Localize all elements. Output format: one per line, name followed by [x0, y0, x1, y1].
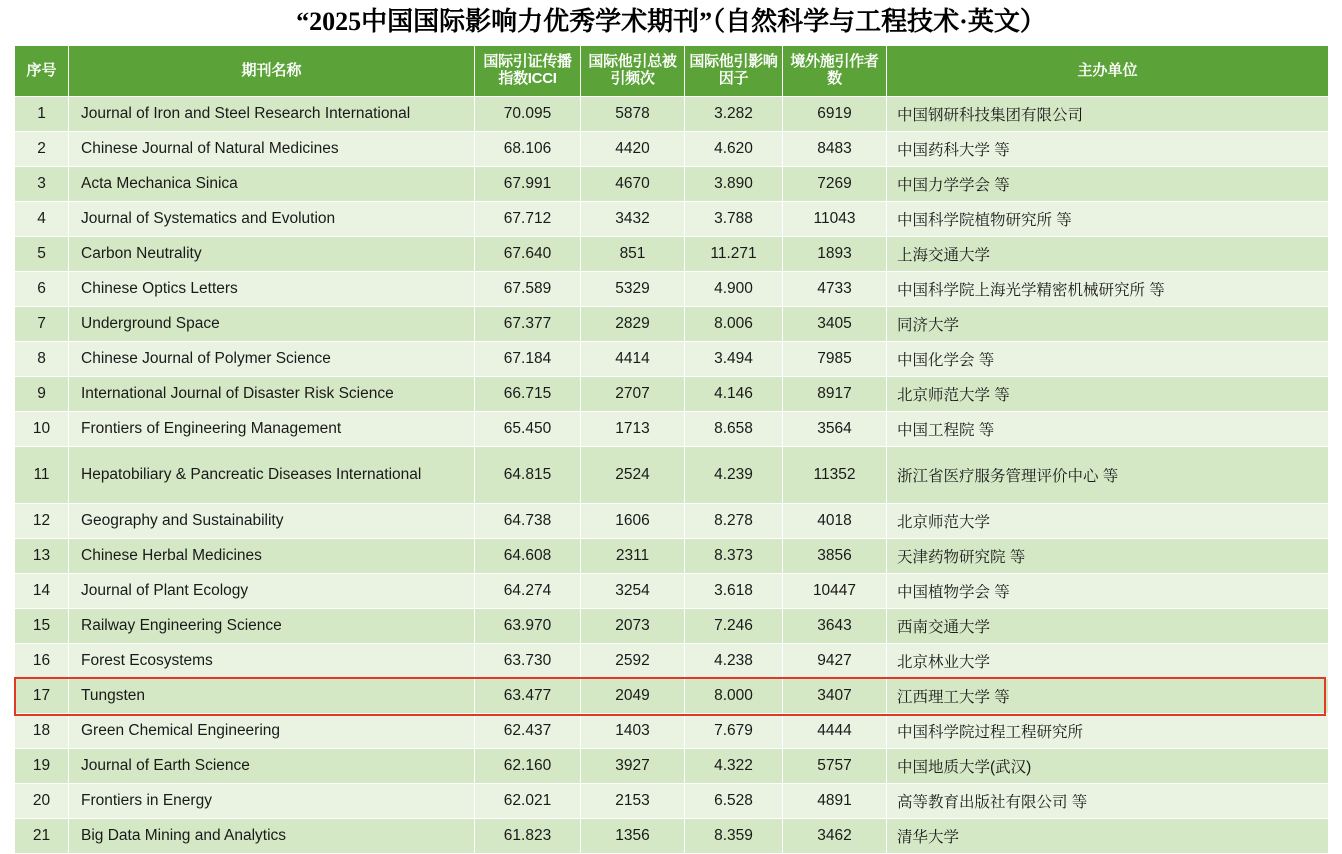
cell-no: 6: [15, 272, 69, 307]
cell-organization: 中国地质大学(武汉): [887, 749, 1329, 784]
cell-citations: 2829: [581, 307, 685, 342]
cell-foreign-authors: 3462: [783, 819, 887, 854]
cell-impact-factor: 4.238: [685, 644, 783, 679]
cell-foreign-authors: 4444: [783, 714, 887, 749]
cell-organization: 中国植物学会 等: [887, 574, 1329, 609]
cell-no: 2: [15, 132, 69, 167]
cell-citations: 2707: [581, 377, 685, 412]
table-row: [15, 784, 1329, 819]
table-row: [15, 504, 1329, 539]
cell-no: 11: [15, 447, 69, 504]
cell-citations: 2049: [581, 679, 685, 714]
column-header-name: 期刊名称: [69, 46, 475, 97]
cell-impact-factor: 8.658: [685, 412, 783, 447]
cell-no: 16: [15, 644, 69, 679]
cell-organization: 高等教育出版社有限公司 等: [887, 784, 1329, 819]
cell-foreign-authors: 3564: [783, 412, 887, 447]
cell-impact-factor: 4.239: [685, 447, 783, 504]
cell-impact-factor: 6.528: [685, 784, 783, 819]
cell-organization: 中国科学院过程工程研究所: [887, 714, 1329, 749]
cell-no: 17: [15, 679, 69, 714]
cell-journal-name: Journal of Plant Ecology: [69, 574, 475, 609]
cell-impact-factor: 3.618: [685, 574, 783, 609]
cell-journal-name: Journal of Earth Science: [69, 749, 475, 784]
cell-citations: 4420: [581, 132, 685, 167]
table-row: [15, 342, 1329, 377]
cell-organization: 浙江省医疗服务管理评价中心 等: [887, 447, 1329, 504]
cell-impact-factor: 3.494: [685, 342, 783, 377]
cell-journal-name: Journal of Systematics and Evolution: [69, 202, 475, 237]
cell-impact-factor: 8.373: [685, 539, 783, 574]
table-row: [15, 272, 1329, 307]
cell-journal-name: Forest Ecosystems: [69, 644, 475, 679]
cell-foreign-authors: 8483: [783, 132, 887, 167]
cell-icci: 67.589: [475, 272, 581, 307]
cell-organization: 中国科学院植物研究所 等: [887, 202, 1329, 237]
cell-foreign-authors: 7269: [783, 167, 887, 202]
cell-no: 10: [15, 412, 69, 447]
table-row: [15, 714, 1329, 749]
cell-organization: 清华大学: [887, 819, 1329, 854]
column-header-foreign-authors: 境外施引作者数: [783, 46, 887, 97]
cell-icci: 64.608: [475, 539, 581, 574]
cell-citations: 2153: [581, 784, 685, 819]
cell-foreign-authors: 11352: [783, 447, 887, 504]
cell-impact-factor: 8.006: [685, 307, 783, 342]
cell-icci: 66.715: [475, 377, 581, 412]
cell-impact-factor: 4.322: [685, 749, 783, 784]
cell-citations: 3927: [581, 749, 685, 784]
cell-foreign-authors: 3643: [783, 609, 887, 644]
table-row: [15, 167, 1329, 202]
cell-journal-name: Underground Space: [69, 307, 475, 342]
cell-organization: 天津药物研究院 等: [887, 539, 1329, 574]
cell-citations: 4414: [581, 342, 685, 377]
cell-citations: 2073: [581, 609, 685, 644]
table-body: [15, 97, 1329, 854]
cell-impact-factor: 8.278: [685, 504, 783, 539]
cell-icci: 64.274: [475, 574, 581, 609]
cell-foreign-authors: 4018: [783, 504, 887, 539]
cell-organization: 西南交通大学: [887, 609, 1329, 644]
table-row: [15, 819, 1329, 854]
cell-icci: 64.815: [475, 447, 581, 504]
table-row: [15, 644, 1329, 679]
cell-journal-name: International Journal of Disaster Risk Science: [69, 377, 475, 412]
cell-citations: 2592: [581, 644, 685, 679]
cell-journal-name: Chinese Optics Letters: [69, 272, 475, 307]
cell-journal-name: Frontiers of Engineering Management: [69, 412, 475, 447]
cell-foreign-authors: 11043: [783, 202, 887, 237]
cell-impact-factor: 4.900: [685, 272, 783, 307]
cell-icci: 70.095: [475, 97, 581, 132]
cell-citations: 5878: [581, 97, 685, 132]
cell-journal-name: Tungsten: [69, 679, 475, 714]
cell-organization: 上海交通大学: [887, 237, 1329, 272]
cell-journal-name: Big Data Mining and Analytics: [69, 819, 475, 854]
table-row: [15, 97, 1329, 132]
cell-citations: 5329: [581, 272, 685, 307]
cell-journal-name: Chinese Journal of Natural Medicines: [69, 132, 475, 167]
cell-icci: 62.160: [475, 749, 581, 784]
cell-journal-name: Green Chemical Engineering: [69, 714, 475, 749]
cell-organization: 中国力学学会 等: [887, 167, 1329, 202]
cell-foreign-authors: 3405: [783, 307, 887, 342]
cell-no: 15: [15, 609, 69, 644]
cell-icci: 67.640: [475, 237, 581, 272]
cell-no: 18: [15, 714, 69, 749]
cell-icci: 63.970: [475, 609, 581, 644]
cell-citations: 851: [581, 237, 685, 272]
table-header: [15, 46, 1329, 97]
cell-foreign-authors: 5757: [783, 749, 887, 784]
cell-no: 4: [15, 202, 69, 237]
column-header-impact-factor: 国际他引影响因子: [685, 46, 783, 97]
cell-citations: 1606: [581, 504, 685, 539]
cell-citations: 1403: [581, 714, 685, 749]
cell-no: 14: [15, 574, 69, 609]
column-header-citations: 国际他引总被引频次: [581, 46, 685, 97]
cell-foreign-authors: 3856: [783, 539, 887, 574]
cell-journal-name: Journal of Iron and Steel Research International: [69, 97, 475, 132]
cell-organization: 北京林业大学: [887, 644, 1329, 679]
cell-journal-name: Chinese Journal of Polymer Science: [69, 342, 475, 377]
cell-impact-factor: 7.246: [685, 609, 783, 644]
page-title: “2025中国国际影响力优秀学术期刊”（自然科学与工程技术·英文）: [296, 7, 1046, 36]
cell-no: 9: [15, 377, 69, 412]
cell-no: 3: [15, 167, 69, 202]
cell-impact-factor: 7.679: [685, 714, 783, 749]
journal-ranking-table: [14, 45, 1329, 854]
cell-foreign-authors: 1893: [783, 237, 887, 272]
cell-citations: 1356: [581, 819, 685, 854]
cell-icci: 61.823: [475, 819, 581, 854]
cell-icci: 67.712: [475, 202, 581, 237]
cell-no: 21: [15, 819, 69, 854]
cell-icci: 67.184: [475, 342, 581, 377]
cell-journal-name: Frontiers in Energy: [69, 784, 475, 819]
cell-no: 19: [15, 749, 69, 784]
table-row: [15, 609, 1329, 644]
cell-impact-factor: 3.282: [685, 97, 783, 132]
cell-icci: 67.991: [475, 167, 581, 202]
cell-organization: 中国科学院上海光学精密机械研究所 等: [887, 272, 1329, 307]
cell-organization: 中国化学会 等: [887, 342, 1329, 377]
cell-organization: 中国钢研科技集团有限公司: [887, 97, 1329, 132]
table-row: [15, 447, 1329, 504]
cell-organization: 北京师范大学: [887, 504, 1329, 539]
cell-icci: 65.450: [475, 412, 581, 447]
cell-citations: 1713: [581, 412, 685, 447]
cell-organization: 北京师范大学 等: [887, 377, 1329, 412]
cell-foreign-authors: 9427: [783, 644, 887, 679]
cell-organization: 中国工程院 等: [887, 412, 1329, 447]
table-row: [15, 574, 1329, 609]
cell-journal-name: Railway Engineering Science: [69, 609, 475, 644]
cell-no: 5: [15, 237, 69, 272]
cell-foreign-authors: 6919: [783, 97, 887, 132]
cell-no: 1: [15, 97, 69, 132]
column-header-icci: 国际引证传播指数ICCI: [475, 46, 581, 97]
cell-icci: 63.477: [475, 679, 581, 714]
cell-journal-name: Acta Mechanica Sinica: [69, 167, 475, 202]
cell-foreign-authors: 4733: [783, 272, 887, 307]
table-row: [15, 377, 1329, 412]
cell-impact-factor: 8.000: [685, 679, 783, 714]
cell-icci: 64.738: [475, 504, 581, 539]
table-row: [15, 132, 1329, 167]
cell-no: 13: [15, 539, 69, 574]
cell-icci: 62.021: [475, 784, 581, 819]
cell-impact-factor: 11.271: [685, 237, 783, 272]
cell-no: 8: [15, 342, 69, 377]
cell-impact-factor: 8.359: [685, 819, 783, 854]
cell-journal-name: Carbon Neutrality: [69, 237, 475, 272]
cell-citations: 2524: [581, 447, 685, 504]
cell-foreign-authors: 4891: [783, 784, 887, 819]
cell-foreign-authors: 3407: [783, 679, 887, 714]
cell-citations: 4670: [581, 167, 685, 202]
cell-journal-name: Chinese Herbal Medicines: [69, 539, 475, 574]
cell-no: 20: [15, 784, 69, 819]
cell-journal-name: Hepatobiliary & Pancreatic Diseases International: [69, 447, 475, 504]
table-row: [15, 749, 1329, 784]
table-row: [15, 539, 1329, 574]
cell-impact-factor: 4.620: [685, 132, 783, 167]
cell-organization: 同济大学: [887, 307, 1329, 342]
cell-icci: 68.106: [475, 132, 581, 167]
cell-no: 7: [15, 307, 69, 342]
column-header-no: 序号: [15, 46, 69, 97]
cell-organization: 江西理工大学 等: [887, 679, 1329, 714]
cell-foreign-authors: 7985: [783, 342, 887, 377]
cell-foreign-authors: 10447: [783, 574, 887, 609]
table-row: [15, 679, 1329, 714]
cell-icci: 63.730: [475, 644, 581, 679]
column-header-organization: 主办单位: [887, 46, 1329, 97]
cell-foreign-authors: 8917: [783, 377, 887, 412]
table-row: [15, 202, 1329, 237]
table-row: [15, 237, 1329, 272]
cell-organization: 中国药科大学 等: [887, 132, 1329, 167]
cell-impact-factor: 3.890: [685, 167, 783, 202]
table-header-row: [15, 46, 1329, 97]
cell-citations: 2311: [581, 539, 685, 574]
cell-citations: 3432: [581, 202, 685, 237]
table-row: [15, 412, 1329, 447]
table-row: [15, 307, 1329, 342]
cell-impact-factor: 3.788: [685, 202, 783, 237]
cell-icci: 67.377: [475, 307, 581, 342]
cell-icci: 62.437: [475, 714, 581, 749]
cell-impact-factor: 4.146: [685, 377, 783, 412]
cell-no: 12: [15, 504, 69, 539]
cell-citations: 3254: [581, 574, 685, 609]
cell-journal-name: Geography and Sustainability: [69, 504, 475, 539]
